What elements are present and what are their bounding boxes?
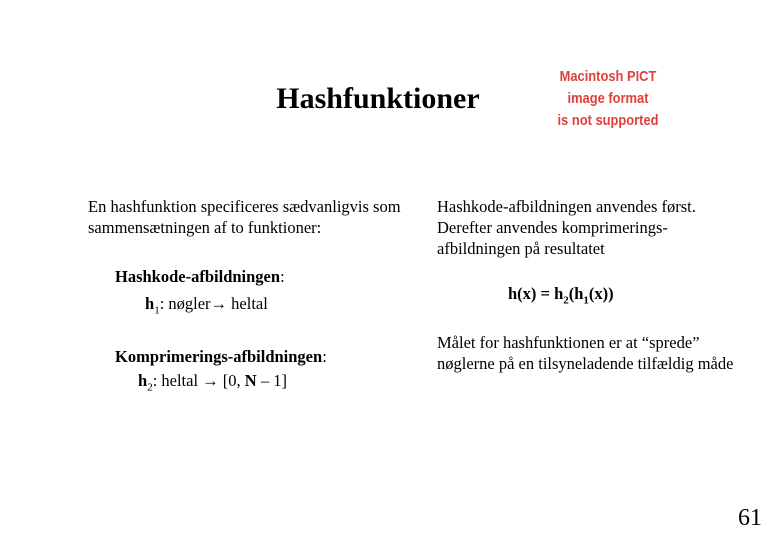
right-goal-text: Målet for hashfunktionen er at “sprede” nøglerne på en tilsyneladende tilfældig måde — [437, 333, 734, 373]
formula-part-2: (h — [568, 284, 584, 303]
compression-N: N — [244, 371, 257, 390]
compression-map-prefix: : heltal → [0, — [152, 371, 245, 390]
formula-part-1: h(x) = h — [508, 284, 564, 303]
hashcode-heading-label: Hashkode-afbildningen — [115, 267, 281, 286]
compression-heading-label: Komprimerings-afbildningen — [115, 347, 323, 366]
placeholder-line-3: is not supported — [557, 112, 659, 129]
unsupported-image-placeholder — [548, 66, 668, 132]
formula-sub-2: 1 — [583, 294, 589, 307]
compression-sub: 2 — [147, 381, 153, 394]
formula-part-3: (x)) — [588, 284, 614, 303]
hashcode-mapping — [145, 293, 268, 321]
compression-map-suffix: – 1] — [256, 371, 287, 390]
placeholder-line-2: image format — [567, 90, 649, 107]
compression-func: h — [138, 371, 148, 390]
left-intro-text: En hashfunktion specificeres sædvanligvis som sammensætningen af to funktioner: — [88, 197, 401, 237]
compression-heading: Komprimerings-afbildningen: — [115, 347, 327, 366]
right-intro-text: Hashkode-afbildningen anvendes først. Derefter anvendes komprimerings-afbildningen på resultatet — [437, 197, 696, 258]
hashcode-map-text: : nøgler→ heltal — [159, 294, 268, 313]
slide-title: Hashfunktioner — [276, 82, 480, 115]
hashcode-func: h — [145, 294, 155, 313]
hashcode-heading: Hashkode-afbildningen: — [115, 267, 285, 286]
page-number: 61 — [738, 505, 762, 531]
hashcode-sub: 1 — [154, 304, 160, 317]
composition-formula — [508, 284, 614, 306]
formula-sub-1: 2 — [563, 294, 569, 307]
placeholder-line-1: Macintosh PICT — [559, 68, 657, 85]
compression-mapping — [138, 370, 287, 398]
